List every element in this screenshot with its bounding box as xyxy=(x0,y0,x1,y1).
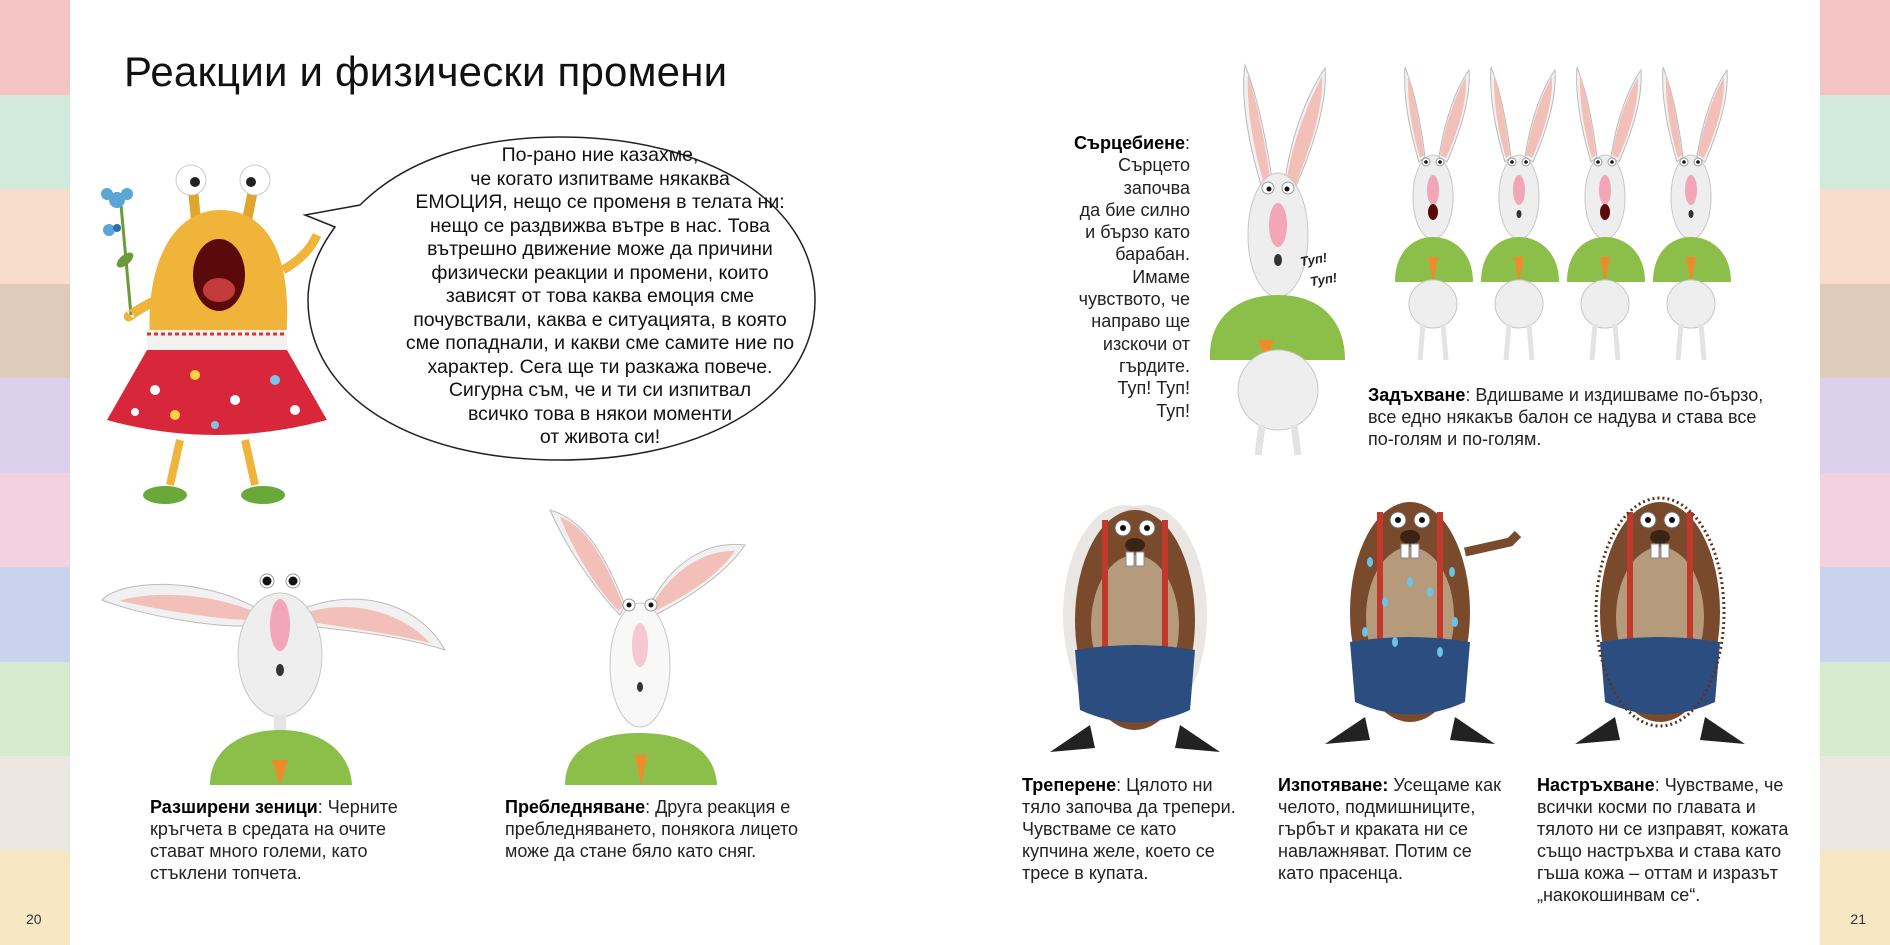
caption-text: също настръхва и става като xyxy=(1537,841,1782,861)
caption-line xyxy=(150,796,460,818)
caption-sweating xyxy=(1278,774,1518,884)
caption-dilated-pupils xyxy=(150,796,460,884)
bubble-line: сме попаднали, и какви сме самите ние по xyxy=(405,332,795,354)
rabbits-breathing-illustration xyxy=(1395,62,1740,372)
rabbit-dilated-pupils-illustration xyxy=(100,555,460,785)
breathing-rabbit xyxy=(1653,67,1731,360)
caption-line xyxy=(1022,862,1262,884)
caption-line xyxy=(1022,818,1262,840)
caption-text: Чувстваме се като xyxy=(1022,819,1177,839)
caption-text: изскочи от xyxy=(1102,333,1190,354)
beaver-sweating-illustration xyxy=(1300,482,1520,760)
caption-line xyxy=(1022,774,1262,796)
caption-line xyxy=(1020,288,1190,310)
caption-text: челото, подмишниците, xyxy=(1278,797,1476,817)
stripe-band xyxy=(0,662,70,757)
bubble-line: почувствали, каква е ситуацията, в която xyxy=(413,308,787,331)
beaver-goosebumps-illustration xyxy=(1560,482,1760,760)
caption-breathing xyxy=(1368,384,1788,450)
caption-text: и бързо като xyxy=(1085,222,1190,243)
bubble-line: Сигурна съм, че и ти си изпитвал xyxy=(448,379,752,401)
breathing-rabbit xyxy=(1567,67,1645,360)
caption-text: всички косми по главата и xyxy=(1537,797,1756,817)
caption-text: може да стане бяло като сняг. xyxy=(505,841,757,861)
stripe-band xyxy=(0,0,70,95)
caption-text: гъша кожа – оттам и изразът xyxy=(1537,863,1779,883)
rabbit-heartbeat-illustration xyxy=(1200,60,1370,460)
caption-text: : Цялото ни xyxy=(1116,775,1213,795)
stripe-band xyxy=(0,284,70,379)
caption-text: : Чувстваме, че xyxy=(1654,775,1784,795)
stripe-band xyxy=(1820,662,1890,757)
caption-text: Туп! Туп! xyxy=(1117,378,1190,399)
caption-text: Туп! xyxy=(1156,400,1190,421)
caption-term: Сърцебиене xyxy=(1073,133,1185,153)
page-title: Реакции и физически промени xyxy=(124,48,728,95)
caption-text: : Друга реакция е xyxy=(645,797,791,817)
caption-line xyxy=(1022,840,1262,862)
caption-line xyxy=(1368,384,1788,406)
caption-goosebumps xyxy=(1537,774,1827,906)
caption-term: Треперене xyxy=(1022,775,1117,795)
speech-bubble-text xyxy=(390,144,810,450)
stripe-band xyxy=(0,378,70,473)
bubble-line: физически реакции и промени, които xyxy=(431,261,769,284)
caption-line xyxy=(1537,796,1827,818)
stripe-band xyxy=(1820,378,1890,473)
caption-text: гърдите. xyxy=(1118,355,1190,376)
caption-line xyxy=(1278,862,1518,884)
stripe-band xyxy=(0,473,70,568)
caption-line xyxy=(1020,266,1190,288)
caption-shaking xyxy=(1022,774,1262,884)
caption-text: гърбът и краката ни се xyxy=(1278,819,1468,839)
caption-text: стъклени топчета. xyxy=(150,863,302,883)
caption-text: кръгчета в средата на очите xyxy=(150,819,386,839)
heartbeat-sfx-2: Туп! xyxy=(1308,269,1339,290)
caption-term: Изпотяване: xyxy=(1278,775,1389,795)
caption-line xyxy=(1020,377,1190,399)
caption-line xyxy=(150,840,460,862)
rabbit-pale-illustration xyxy=(545,505,755,785)
caption-line xyxy=(150,818,460,840)
caption-text: тресе в купата. xyxy=(1022,863,1149,883)
bubble-line: ЕМОЦИЯ, нещо се променя в телата ни: xyxy=(415,191,785,213)
caption-text: направо ще xyxy=(1091,311,1190,332)
page-number-left: 20 xyxy=(26,911,42,927)
stripe-band xyxy=(0,567,70,662)
stripe-band xyxy=(1820,756,1890,851)
bubble-line: че когато изпитваме някаква xyxy=(470,167,730,190)
caption-line xyxy=(1537,774,1827,796)
caption-line xyxy=(1278,796,1518,818)
caption-line xyxy=(1020,333,1190,355)
caption-text: Сърцето xyxy=(1118,155,1190,176)
stripe-band xyxy=(1820,284,1890,379)
caption-line xyxy=(1278,840,1518,862)
caption-text: тялото ни се изправят, кожата xyxy=(1537,819,1789,839)
caption-line xyxy=(505,796,835,818)
stripe-band xyxy=(0,851,70,945)
caption-paleness xyxy=(505,796,835,862)
bubble-line: нещо се раздвижва вътре в нас. Това xyxy=(430,214,770,237)
stripe-band xyxy=(1820,851,1890,945)
caption-text: все едно някакъв балон се надува и става все xyxy=(1368,407,1757,427)
caption-text: да бие силно xyxy=(1079,199,1190,220)
caption-text: пребледняването, понякога лицето xyxy=(505,819,799,839)
right-color-stripe xyxy=(1820,0,1890,945)
caption-text: започва xyxy=(1123,177,1190,198)
bubble-line: от живота си! xyxy=(539,426,661,448)
caption-line xyxy=(1020,177,1190,199)
caption-line xyxy=(1020,310,1190,332)
caption-text: Усещаме как xyxy=(1388,775,1501,795)
caption-line xyxy=(1020,199,1190,221)
caption-term: Настръхване xyxy=(1537,775,1655,795)
caption-line xyxy=(150,862,460,884)
caption-line xyxy=(1368,406,1788,428)
caption-line xyxy=(1020,243,1190,265)
stripe-band xyxy=(0,756,70,851)
bubble-line: вътрешно движение може да причини xyxy=(427,238,773,260)
caption-text: навлажняват. Потим се xyxy=(1278,841,1472,861)
caption-line xyxy=(1020,400,1190,422)
caption-text: като прасенца. xyxy=(1278,863,1403,883)
caption-text: купчина желе, което се xyxy=(1022,841,1215,861)
caption-line xyxy=(1537,818,1827,840)
caption-text: Имаме xyxy=(1132,266,1190,287)
caption-line xyxy=(1020,355,1190,377)
bubble-line: зависят от това каква емоция сме xyxy=(445,285,755,307)
stripe-band xyxy=(1820,0,1890,95)
beaver-shaking-illustration xyxy=(1035,490,1235,760)
caption-term: Разширени зеници xyxy=(150,797,318,817)
caption-text: : Вдишваме и издишваме по-бързо, xyxy=(1465,385,1764,405)
bubble-line: всичко това в някои моменти xyxy=(467,402,733,425)
caption-line xyxy=(505,840,835,862)
stripe-band xyxy=(1820,95,1890,190)
caption-text: „накокошинвам се“. xyxy=(1537,885,1701,905)
caption-text: барабан. xyxy=(1115,244,1190,265)
caption-text: стават много големи, като xyxy=(150,841,368,861)
stripe-band xyxy=(1820,189,1890,284)
caption-line xyxy=(1278,818,1518,840)
caption-text: чувството, че xyxy=(1078,289,1190,310)
stripe-band xyxy=(1820,567,1890,662)
heartbeat-sfx-1: Туп! xyxy=(1298,249,1329,270)
left-color-stripe xyxy=(0,0,70,945)
stripe-band xyxy=(0,189,70,284)
caption-line xyxy=(1020,154,1190,176)
caption-term: Задъхване xyxy=(1368,385,1466,405)
caption-heartbeat xyxy=(1020,132,1190,422)
caption-text: по-голям и по-голям. xyxy=(1368,429,1542,449)
caption-line xyxy=(1368,428,1788,450)
breathing-rabbit xyxy=(1481,67,1559,360)
caption-term: Пребледняване xyxy=(505,797,646,817)
caption-text: тяло започва да трепери. xyxy=(1022,797,1236,817)
page-number-right: 21 xyxy=(1850,911,1866,927)
caption-line xyxy=(1537,862,1827,884)
caption-text: : Черните xyxy=(317,797,398,817)
breathing-rabbit xyxy=(1395,67,1473,360)
caption-line xyxy=(1020,221,1190,243)
caption-line xyxy=(1537,840,1827,862)
caption-line xyxy=(505,818,835,840)
caption-line xyxy=(1278,774,1518,796)
bubble-line: характер. Сега ще ти разкажа повече. xyxy=(427,355,773,378)
caption-line xyxy=(1537,884,1827,906)
stripe-band xyxy=(0,95,70,190)
caption-line xyxy=(1022,796,1262,818)
caption-line xyxy=(1020,132,1190,154)
caption-text: : xyxy=(1184,133,1190,153)
stripe-band xyxy=(1820,473,1890,568)
bubble-line: По-рано ние казахме, xyxy=(501,144,699,166)
